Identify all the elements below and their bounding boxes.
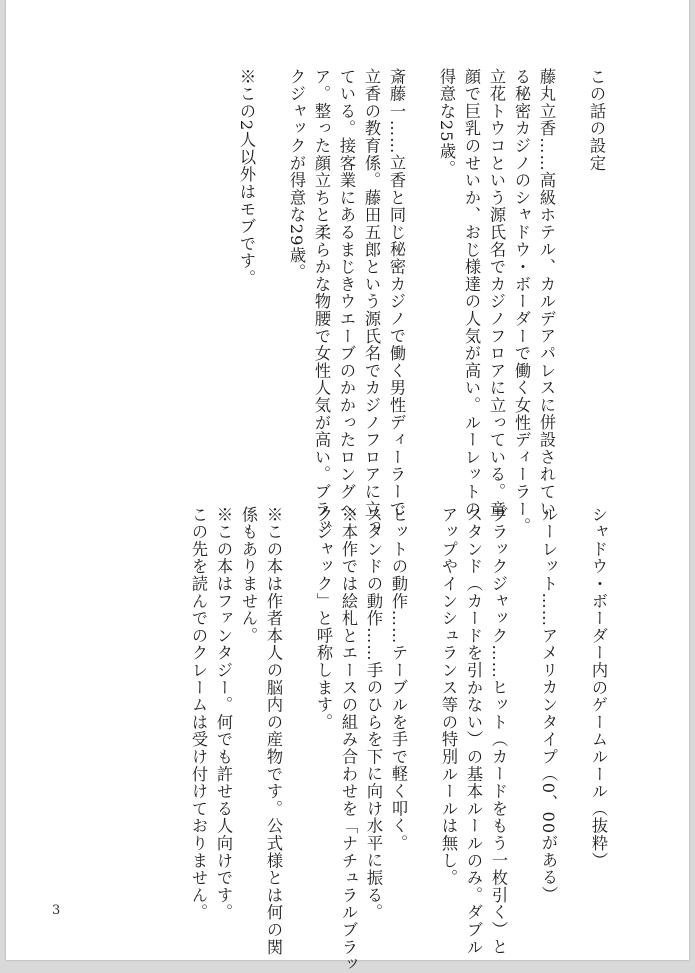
rule-natural-line: クジャック」と呼称します。 — [314, 506, 333, 731]
rule-roulette: ルーレット……アメリカンタイプ（0、00がある） — [539, 506, 558, 904]
character-fujimaru-line: 藤丸立香……高級ホテル、カルデアパレスに併設されてい — [537, 68, 556, 518]
rule-blackjack-line: ブラックジャック……ヒット（カードをもう一枚引く）と — [489, 506, 508, 956]
disclaimer-line: ※この本はファンタジー。何でも許せる人向けです。 — [214, 506, 233, 922]
character-saito-line: 立香の教育係。藤田五郎という源氏名でカジノフロアに立っ — [362, 68, 381, 536]
rule-blackjack-line: スタンド（カードを引かない）の基本ルールのみ。ダブル — [464, 506, 483, 956]
character-saito-line: ている。接客業にあるまじきウエーブのかかったロングヘ — [337, 68, 356, 518]
settings-heading: この話の設定 — [587, 68, 606, 172]
rule-blackjack-line: アップやインシュランス等の特別ルールは無し。 — [439, 506, 458, 887]
rules-heading: シャドウ・ボーダー内のゲームルール（抜粋） — [589, 506, 608, 870]
disclaimer-line: ※この本は作者本人の脳内の産物です。公式様とは何の関 — [264, 506, 283, 956]
character-fujimaru-line: 顔で巨乳のせいか、おじ様達の人気が高い。ルーレットの — [462, 68, 481, 518]
character-fujimaru-line: 得意な25歳。 — [437, 68, 456, 178]
character-saito-line: クジャックが得意な29歳。 — [287, 68, 306, 282]
page-number: 3 — [52, 903, 61, 918]
mob-note: ※この2人以外はモブです。 — [237, 68, 256, 287]
character-fujimaru-line: る秘密カジノのシャドウ・ボーダーで働く女性ディーラー。 — [512, 68, 531, 536]
character-saito-line: 斎藤一……立香と同じ秘密カジノで働く男性ディーラーで — [387, 68, 406, 518]
book-page — [6, 0, 689, 973]
game-rules-section — [186, 506, 611, 973]
rule-natural-line: ※本作では絵札とエースの組み合わせを「ナチュラルブラッ — [339, 506, 358, 973]
disclaimer-line: この先を読んでのクレームは受け付けておりません。 — [189, 506, 208, 922]
rule-hit: ヒットの動作……テーブルを手で軽く叩く。 — [389, 506, 408, 852]
rule-stand: スタンドの動作……手のひらを下に向け水平に振る。 — [364, 506, 383, 922]
character-fujimaru-line: 立花トウコという源氏名でカジノフロアに立っている。童 — [487, 68, 506, 518]
disclaimer-line: 係もありません。 — [239, 506, 258, 645]
character-saito-line: ア。整った顔立ちと柔らかな物腰で女性人気が高い。ブラッ — [312, 68, 331, 536]
settings-section — [234, 68, 609, 535]
